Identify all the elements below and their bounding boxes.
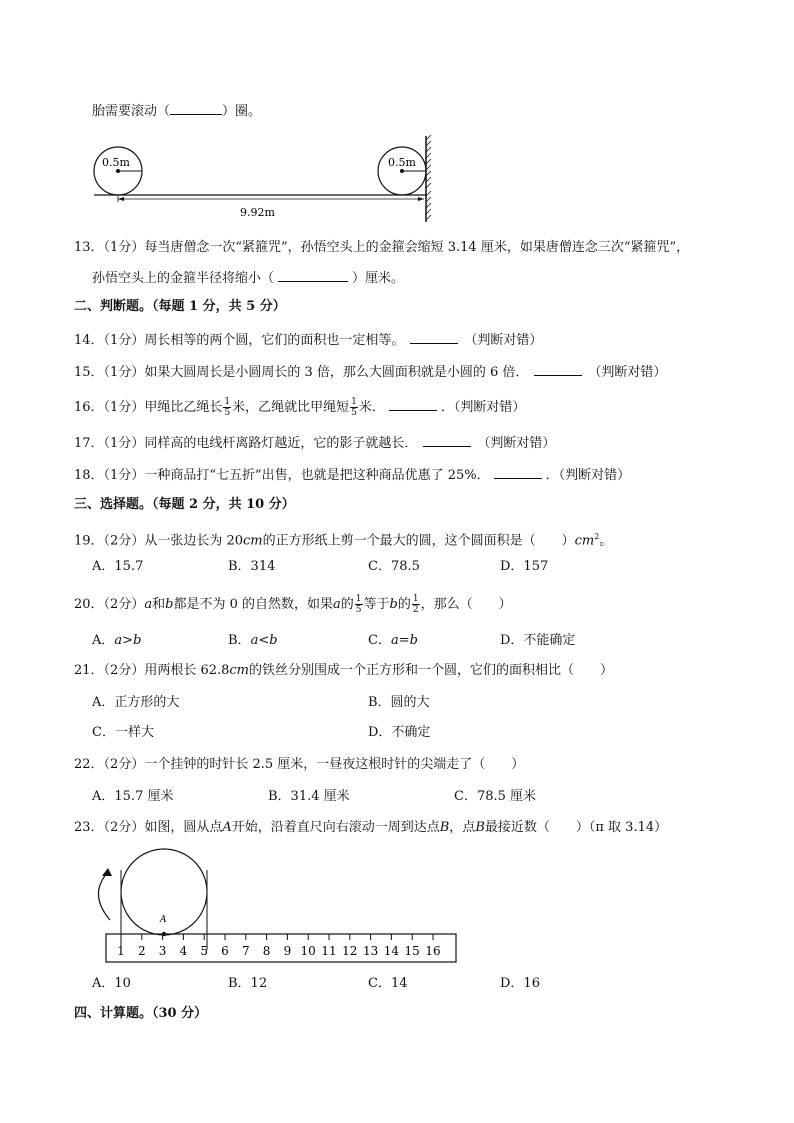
q23-option-d[interactable]: D．16 xyxy=(500,976,540,991)
q23-option-a[interactable]: A．10 xyxy=(92,976,131,991)
right-center-dot xyxy=(400,169,404,173)
q18: 18．（1分）一种商品打“七五折”出售，也就是把这种商品优惠了 25%． ．（判断对错） xyxy=(74,465,630,485)
q20-option-b[interactable]: B．a<b xyxy=(228,633,278,648)
answer-blank[interactable] xyxy=(278,268,348,282)
ruler-tick-label: 3 xyxy=(158,944,167,958)
fraction-one-half: $\frac{1}{2}$ xyxy=(412,594,419,615)
answer-blank[interactable] xyxy=(389,397,437,411)
q21-option-a[interactable]: A．正方形的大 xyxy=(92,695,180,710)
rolling-circle-ruler-figure xyxy=(88,842,464,968)
q21-option-b[interactable]: B．圆的大 xyxy=(368,695,430,710)
fraction-one-fifth: $\frac{1}{5}$ xyxy=(351,397,357,418)
q20-option-a[interactable]: A．a>b xyxy=(92,633,142,648)
q21: 21．（2分）用两根长 62.8cm的铁丝分别围成一个正方形和一个圆，它们的面积相比（ ） xyxy=(74,663,614,678)
left-center-dot xyxy=(116,169,120,173)
wheel-distance-figure xyxy=(90,132,440,228)
answer-blank[interactable] xyxy=(534,362,582,376)
q19: 19．（2分）从一张边长为 20cm的正方形纸上剪一个最大的圆，这个圆面积是（ ）$cm^2$。 xyxy=(74,532,613,549)
dim-arrow-right xyxy=(418,197,424,201)
q20-option-c[interactable]: C．a=b xyxy=(368,633,418,648)
ruler-tick-label: 10 xyxy=(300,944,316,958)
ruler-tick-label: 14 xyxy=(383,944,400,958)
q13-line1: 13．（1分）每当唐僧念一次“紧箍咒”，孙悟空头上的金箍会缩短 3.14 厘米，如果唐僧连念三次“紧箍咒”， xyxy=(74,240,690,255)
answer-blank[interactable] xyxy=(170,101,222,115)
q13-line2: 孙悟空头上的金箍半径将缩小（ ）厘米。 xyxy=(92,268,404,288)
ruler-ticks xyxy=(117,934,440,958)
q19-option-c[interactable]: C．78.5 xyxy=(368,559,420,574)
fraction-one-fifth: $\frac{1}{5}$ xyxy=(224,397,231,418)
distance-label: 9.92m xyxy=(240,206,275,219)
ruler-tick-label: 16 xyxy=(425,944,441,958)
q22-option-a[interactable]: A．15.7 厘米 xyxy=(92,789,174,804)
q21-option-c[interactable]: C．一样大 xyxy=(92,725,154,740)
q12-tail: 胎需要滚动（ ）圈。 xyxy=(92,101,261,121)
right-radius-label: 0.5m xyxy=(388,156,416,169)
ruler-tick-label: 4 xyxy=(179,944,188,958)
ruler-tick-label: 7 xyxy=(241,944,250,958)
q20: 20．（2分）a和b都是不为 0 的自然数，如果a的 $\frac{1}{5}$ 等于b的 $\frac{1}{2}$ ，那么（ ） xyxy=(74,594,512,615)
q23: 23．（2分）如图，圆从点A开始，沿着直尺向右滚动一周到达点B，点B最接近数（ ）（π 取 3.14） xyxy=(74,820,668,835)
q19-option-d[interactable]: D．157 xyxy=(500,559,549,574)
section-3-heading: 三、选择题。（每题 2 分，共 10 分） xyxy=(74,497,295,512)
ruler-tick-label: 9 xyxy=(283,944,292,958)
rotation-arrow xyxy=(98,872,110,920)
answer-blank[interactable] xyxy=(410,330,458,344)
ruler-tick-label: 8 xyxy=(262,944,271,958)
q22-option-b[interactable]: B．31.4 厘米 xyxy=(268,789,350,804)
q23-option-b[interactable]: B．12 xyxy=(228,976,268,991)
q21-option-d[interactable]: D．不确定 xyxy=(368,725,431,740)
point-a-label: A xyxy=(160,915,167,925)
dim-arrow-left xyxy=(118,197,124,201)
section-2-heading: 二、判断题。（每题 1 分，共 5 分） xyxy=(74,299,286,314)
ruler-tick-label: 1 xyxy=(117,944,125,958)
ruler-tick-label: 15 xyxy=(404,944,420,958)
q23-option-c[interactable]: C．14 xyxy=(368,976,408,991)
fraction-one-fifth: $\frac{1}{5}$ xyxy=(355,594,362,615)
ruler-tick-label: 11 xyxy=(321,944,337,958)
q20-option-d[interactable]: D．不能确定 xyxy=(500,633,576,648)
ruler-tick-label: 6 xyxy=(221,944,229,958)
q22: 22．（2分）一个挂钟的时针长 2.5 厘米，一昼夜这根时针的尖端走了（ ） xyxy=(74,757,525,772)
q17: 17．（1分）同样高的电线杆离路灯越近，它的影子就越长． （判断对错） xyxy=(74,433,555,453)
ruler-tick-label: 5 xyxy=(200,944,209,958)
q19-option-b[interactable]: B．314 xyxy=(228,559,276,574)
section-4-heading: 四、计算题。（30 分） xyxy=(74,1006,208,1021)
ruler-tick-label: 12 xyxy=(342,944,358,958)
q16: 16．（1分）甲绳比乙绳长 $\frac{1}{5}$ 米，乙绳就比甲绳短 $\frac{1}{5}$ 米． ．（判断对错） xyxy=(74,397,526,418)
ruler-tick-label: 2 xyxy=(137,944,146,958)
answer-blank[interactable] xyxy=(494,465,542,479)
q14: 14．（1分）周长相等的两个圆，它们的面积也一定相等。 （判断对错） xyxy=(74,330,542,350)
answer-blank[interactable] xyxy=(423,433,471,447)
left-radius-label: 0.5m xyxy=(102,156,130,169)
ruler-tick-label: 13 xyxy=(362,944,379,958)
rotation-arrowhead xyxy=(102,868,112,876)
q15: 15．（1分）如果大圆周长是小圆周长的 3 倍，那么大圆面积就是小圆的 6 倍． （判断对错） xyxy=(74,362,666,382)
q22-option-c[interactable]: C．78.5 厘米 xyxy=(454,789,537,804)
q19-option-a[interactable]: A．15.7 xyxy=(92,559,144,574)
